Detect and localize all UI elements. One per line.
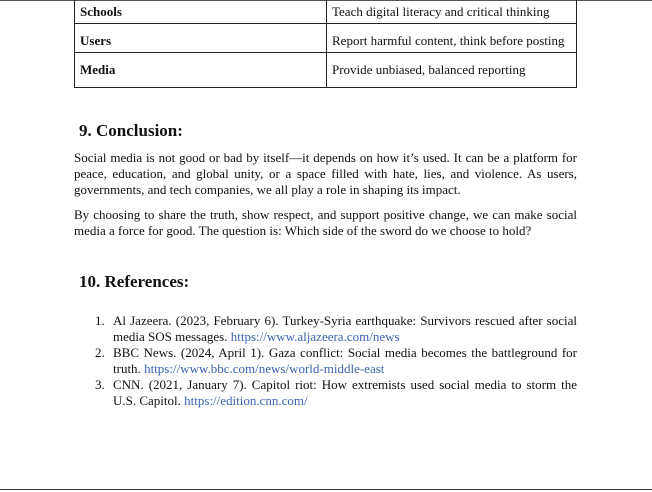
roles-table xyxy=(74,0,577,88)
references-list xyxy=(74,313,577,409)
table-cell-responsibility: Provide unbiased, balanced reporting xyxy=(327,53,577,88)
references-heading: 10. References: xyxy=(79,272,190,291)
table-cell-role: Media xyxy=(75,53,327,88)
table-row xyxy=(75,24,577,53)
reference-link[interactable]: https://edition.cnn.com/ xyxy=(184,393,308,408)
table-cell-responsibility: Report harmful content, think before posting xyxy=(327,24,577,53)
table-cell-responsibility: Teach digital literacy and critical thinking xyxy=(327,0,577,24)
conclusion-paragraph: By choosing to share the truth, show respect, and support positive change, we can make social media a force for good. The question is: Which side of the sword do we choose to hold? xyxy=(74,207,577,238)
reference-text: CNN. (2021, January 7). Capitol riot: How extremists used social media to storm the U.S. Capitol. xyxy=(113,377,577,408)
reference-link[interactable]: https://www.aljazeera.com/news xyxy=(230,329,400,344)
reference-item xyxy=(74,377,577,409)
table-cell-role: Users xyxy=(75,24,327,53)
bottom-page-rule xyxy=(0,489,652,490)
conclusion-heading: 9. Conclusion: xyxy=(79,121,183,140)
table-cell-role: Schools xyxy=(75,0,327,24)
conclusion-paragraph: Social media is not good or bad by itself—it depends on how it’s used. It can be a platform for peace, education, and global unity, or a space filled with hate, lies, and violence. As users, governments, and tech companies, we all play a role in shaping its impact. xyxy=(74,150,577,197)
reference-text: Al Jazeera. (2023, February 6). Turkey-Syria earthquake: Survivors rescued after social media SOS messages. xyxy=(113,313,577,344)
reference-link[interactable]: https://www.bbc.com/news/world-middle-east xyxy=(144,361,385,376)
reference-number: 1. xyxy=(95,313,105,328)
reference-number: 2. xyxy=(95,345,105,360)
table-row xyxy=(75,53,577,88)
reference-item xyxy=(74,313,577,345)
table-row xyxy=(75,0,577,24)
reference-item xyxy=(74,345,577,377)
reference-text: BBC News. (2024, April 1). Gaza conflict: Social media becomes the battleground for truth. xyxy=(113,345,577,376)
reference-number: 3. xyxy=(95,377,105,392)
